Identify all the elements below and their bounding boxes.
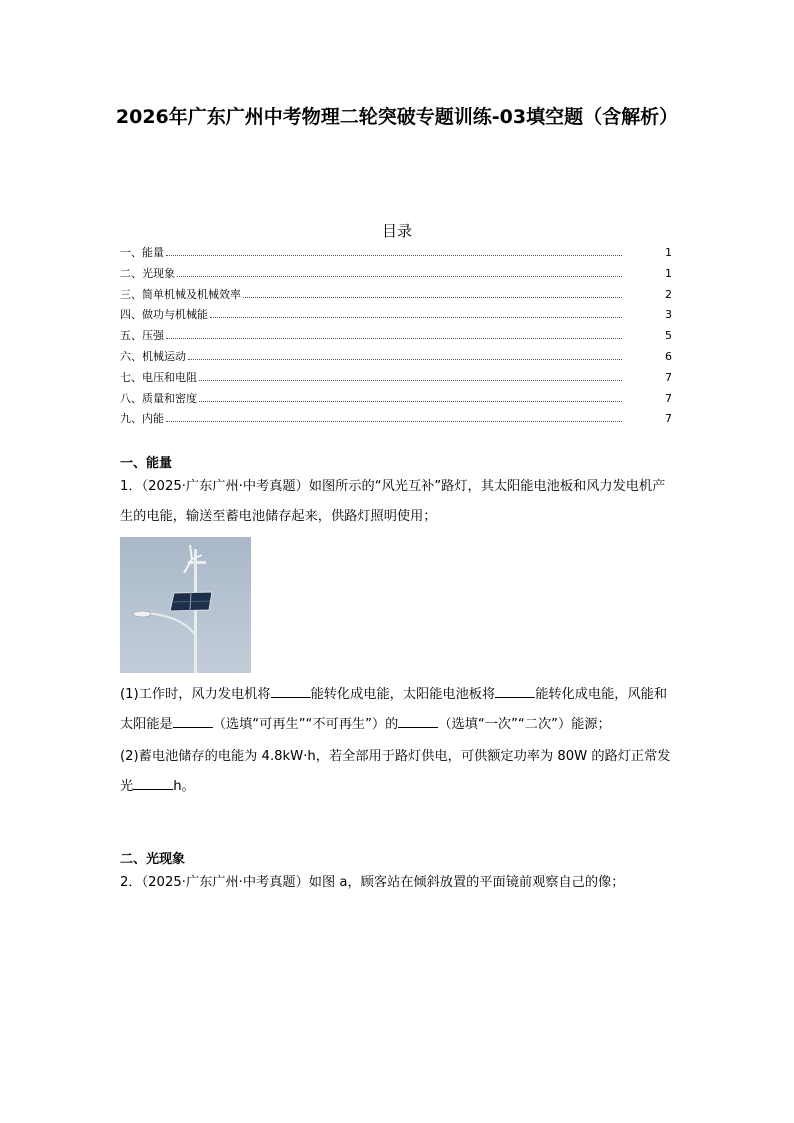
toc-item-label: 九、内能 (120, 412, 164, 426)
toc-item-label: 二、光现象 (120, 266, 175, 280)
toc-item[interactable] (120, 369, 672, 390)
question-1-part-1: (1)工作时，风力发电机将 能转化成电能，太阳能电池板将 能转化成电能，风能和太阳能是 （选填“可再生”“不可再生”）的 （选填“一次”“二次”）能源； (120, 680, 676, 740)
toc-leader-dots (210, 316, 622, 318)
toc-item-page: 7 (665, 412, 672, 426)
answer-blank[interactable] (398, 713, 438, 728)
question-2-stem: 2．（2025·广东广州·中考真题）如图 a，顾客站在倾斜放置的平面镜前观察自己的像； (120, 875, 625, 890)
toc-item[interactable] (120, 286, 672, 307)
toc-leader-dots (188, 358, 622, 360)
toc-item-label: 四、做功与机械能 (120, 308, 208, 322)
toc-leader-dots (166, 337, 622, 339)
toc-item[interactable] (120, 327, 672, 348)
toc-item-label: 七、电压和电阻 (120, 370, 197, 384)
answer-blank[interactable] (173, 713, 213, 728)
answer-blank[interactable] (133, 775, 173, 790)
toc-item-page: 6 (665, 349, 672, 363)
section-heading-energy: 一、能量 (120, 456, 173, 471)
toc-leader-dots (243, 296, 622, 298)
toc-leader-dots (199, 379, 622, 381)
toc-item[interactable] (120, 244, 672, 265)
section-heading-optics: 二、光现象 (120, 852, 186, 867)
toc-item[interactable] (120, 265, 672, 286)
toc-item[interactable] (120, 390, 672, 411)
toc-item[interactable] (120, 348, 672, 369)
toc-item-page: 5 (665, 329, 672, 343)
question-1-stem: 1．（2025·广东广州·中考真题）如图所示的“风光互补”路灯，其太阳能电池板和风力发电机产生的电能，输送至蓄电池储存起来，供路灯照明使用； (120, 479, 666, 524)
toc-leader-dots (199, 400, 622, 402)
wind-solar-street-lamp-image (120, 537, 251, 673)
toc-item-page: 3 (665, 308, 672, 322)
toc-item-page: 7 (665, 391, 672, 405)
answer-blank[interactable] (271, 683, 311, 698)
toc-item-page: 2 (665, 287, 672, 301)
answer-blank[interactable] (495, 683, 535, 698)
toc-leader-dots (166, 254, 622, 256)
toc-item-page: 7 (665, 370, 672, 384)
toc-item-label: 八、质量和密度 (120, 391, 197, 405)
document-title: 2026年广东广州中考物理二轮突破专题训练-03填空题（含解析） (115, 106, 679, 128)
toc-item-page: 1 (665, 266, 672, 280)
question-1-part-2: (2)蓄电池储存的电能为 4.8kW·h，若全部用于路灯供电，可供额定功率为 80W 的路灯正常发光 h。 (120, 749, 671, 794)
toc-item-page: 1 (665, 246, 672, 259)
street-lamp-photo (120, 537, 251, 673)
toc-item-label: 六、机械运动 (120, 349, 186, 363)
toc-leader-dots (166, 420, 622, 422)
table-of-contents (120, 244, 672, 431)
toc-heading: 目录 (381, 222, 412, 240)
toc-item[interactable] (120, 306, 672, 327)
toc-leader-dots (177, 275, 622, 277)
toc-item-label: 三、简单机械及机械效率 (120, 287, 241, 301)
toc-item[interactable] (120, 410, 672, 431)
toc-item-label: 五、压强 (120, 329, 164, 343)
toc-item-label: 一、能量 (120, 246, 164, 259)
